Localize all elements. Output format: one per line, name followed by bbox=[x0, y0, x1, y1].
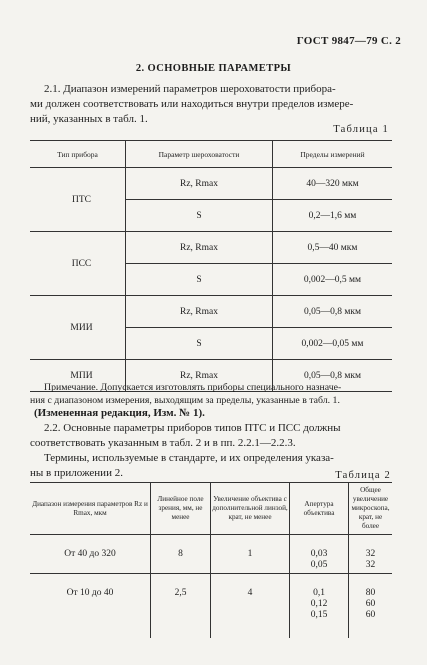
paragraph-line: ний, указанных в табл. 1. bbox=[30, 113, 148, 125]
table-row bbox=[30, 535, 392, 574]
total-value: 32 bbox=[365, 560, 376, 570]
column-header: Общее увеличение микроскопа, крат, не более bbox=[349, 483, 393, 535]
field-cell: 8 bbox=[151, 535, 211, 574]
table-2 bbox=[30, 482, 392, 638]
paragraph-line: ны в приложении 2. bbox=[30, 467, 123, 479]
paragraph-line: Термины, используемые в стандарте, и их определения указа- bbox=[44, 452, 334, 464]
roughness-param: Rz, Rmax bbox=[126, 360, 273, 392]
table-header-row bbox=[30, 141, 392, 168]
magnification-cell: 4 bbox=[211, 574, 290, 639]
aperture-cell bbox=[290, 574, 349, 639]
roughness-param: Rz, Rmax bbox=[126, 232, 273, 264]
device-type: ПТС bbox=[30, 168, 126, 232]
paragraph-2-1 bbox=[30, 82, 400, 127]
column-header: Диапазон измерения параметров Rz и Rmax, мкм bbox=[30, 483, 151, 535]
table2-caption: Таблица 2 bbox=[335, 470, 391, 481]
note-line: Примечание. Допускается изготовлять приборы специального назначе- bbox=[44, 382, 342, 393]
column-header: Линейное поле зрения, мм, не менее bbox=[151, 483, 211, 535]
paragraph-line: ми должен соответствовать или находиться внутри пределов измере- bbox=[30, 98, 354, 110]
measurement-range: 40—320 мкм bbox=[273, 168, 393, 200]
measurement-range: 0,002—0,05 мм bbox=[273, 328, 393, 360]
column-header: Пределы измерений bbox=[273, 141, 393, 168]
measurement-range: 0,5—40 мкм bbox=[273, 232, 393, 264]
aperture-value: 0,12 bbox=[310, 599, 328, 609]
roughness-param: S bbox=[126, 328, 273, 360]
aperture-value: 0,1 bbox=[313, 588, 325, 598]
total-value: 60 bbox=[365, 599, 376, 609]
device-type: МПИ bbox=[30, 360, 126, 392]
table-row bbox=[30, 296, 392, 328]
roughness-param: Rz, Rmax bbox=[126, 168, 273, 200]
paragraph-line: соответствовать указанным в табл. 2 и в пп. 2.2.1—2.2.3. bbox=[30, 437, 296, 449]
measurement-range: 0,05—0,8 мкм bbox=[273, 296, 393, 328]
table-1 bbox=[30, 140, 392, 392]
measurement-range: 0,002—0,5 мм bbox=[273, 264, 393, 296]
total-magnification-cell bbox=[349, 535, 393, 574]
range-cell: От 40 до 320 bbox=[30, 535, 151, 574]
range-cell: От 10 до 40 bbox=[30, 574, 151, 639]
measurement-range: 0,05—0,8 мкм bbox=[273, 360, 393, 392]
roughness-param: S bbox=[126, 200, 273, 232]
aperture-value: 0,03 bbox=[310, 549, 328, 559]
table-row bbox=[30, 168, 392, 200]
note-line: ния с диапазоном измерения, выходящим за пределы, указанные в табл. 1. bbox=[30, 395, 340, 406]
device-type: ПСС bbox=[30, 232, 126, 296]
table-header-row bbox=[30, 483, 392, 535]
table-row bbox=[30, 232, 392, 264]
table1-caption: Таблица 1 bbox=[333, 124, 389, 135]
column-header: Параметр шероховатости bbox=[126, 141, 273, 168]
column-header: Апертура объектива bbox=[290, 483, 349, 535]
total-value: 60 bbox=[365, 610, 376, 620]
aperture-cell bbox=[290, 535, 349, 574]
device-type: МИИ bbox=[30, 296, 126, 360]
page-header: ГОСТ 9847—79 С. 2 bbox=[296, 35, 401, 47]
total-value: 32 bbox=[365, 549, 376, 559]
total-value: 80 bbox=[365, 588, 376, 598]
column-header: Увеличение объектива с дополнительной линзой, крат, не менее bbox=[211, 483, 290, 535]
paragraph-line: 2.1. Диапазон измерений параметров шероховатости прибора- bbox=[44, 83, 336, 95]
column-header: Тип прибора bbox=[30, 141, 126, 168]
aperture-value: 0,05 bbox=[310, 560, 328, 570]
amendment-note: (Измененная редакция, Изм. № 1). bbox=[34, 407, 205, 419]
field-cell: 2,5 bbox=[151, 574, 211, 639]
measurement-range: 0,2—1,6 мм bbox=[273, 200, 393, 232]
aperture-value: 0,15 bbox=[310, 610, 328, 620]
roughness-param: S bbox=[126, 264, 273, 296]
paragraph-line: 2.2. Основные параметры приборов типов ПТС и ПСС должны bbox=[44, 422, 341, 434]
magnification-cell: 1 bbox=[211, 535, 290, 574]
table1-note bbox=[30, 381, 405, 407]
section-title: 2. ОСНОВНЫЕ ПАРАМЕТРЫ bbox=[135, 63, 292, 74]
table-row bbox=[30, 574, 392, 639]
roughness-param: Rz, Rmax bbox=[126, 296, 273, 328]
total-magnification-cell bbox=[349, 574, 393, 639]
